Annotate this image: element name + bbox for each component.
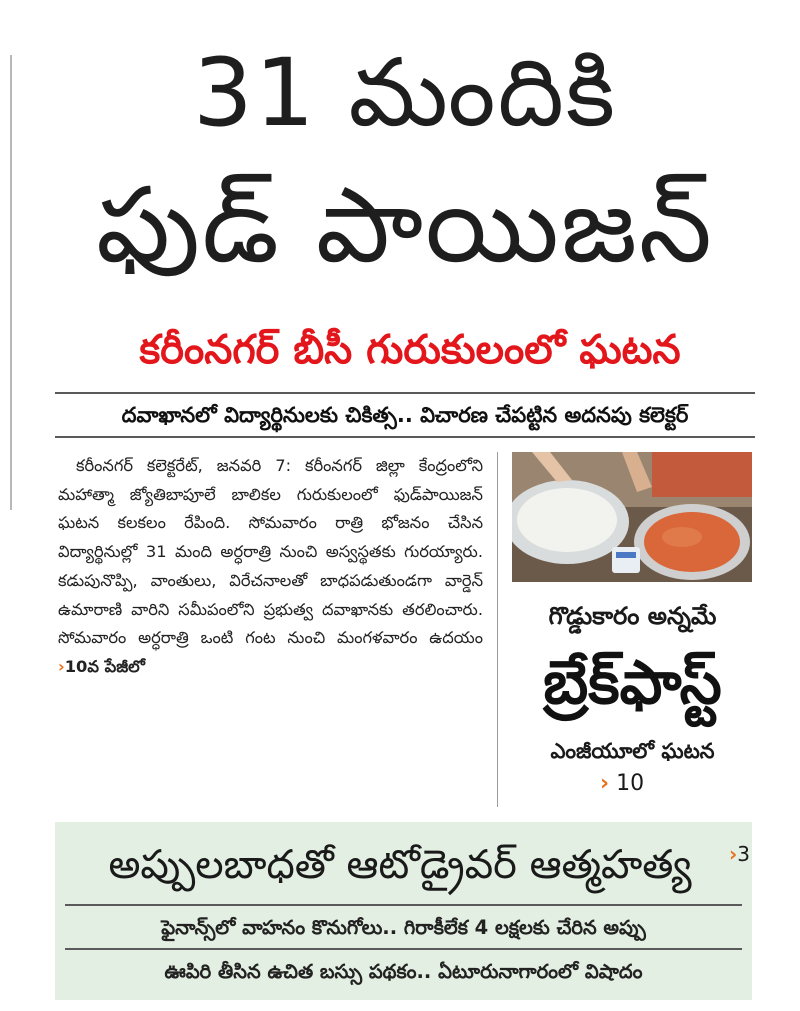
- article-body: [58, 452, 483, 682]
- sidebar-jump-arrow-icon: ›: [600, 771, 610, 796]
- box-headline: అప్పులబాధతో ఆటోడ్రైవర్ ఆత్మహత్య: [108, 842, 692, 888]
- article-jump-link[interactable]: 10వ పేజీలో: [64, 656, 145, 676]
- column-divider: [497, 452, 498, 807]
- box-subline-2: ఊపిరి తీసిన ఉచిత బస్సు పథకం.. ఏటూరునాగారంలో విషాదం: [164, 960, 643, 983]
- headline-line-2: ఫుడ్ పాయిజన్: [96, 164, 714, 286]
- jump-arrow-icon: ›: [58, 656, 65, 676]
- article-dateline: కరీంనగర్ కలెక్టరేట్, జనవరి 7:: [76, 456, 292, 475]
- box-jump-arrow-icon: ›: [729, 842, 738, 866]
- bottom-news-box: [55, 822, 752, 1000]
- left-margin-rule: [10, 55, 12, 510]
- subheadline: కరీంనగర్ బీసీ గురుకులంలో ఘటన: [139, 327, 681, 373]
- sidebar-jump[interactable]: [600, 768, 644, 800]
- deck-top-rule: [55, 392, 755, 394]
- breakfast-photo: [512, 452, 752, 582]
- article-text: కరీంనగర్ జిల్లా కేంద్రంలోని మహాత్మా జ్యోతిబాపూలే బాలికల గురుకులంలో ఫుడ్‌పాయిజన్ ఘటన కలకలం రేపింది. సోమవారం రాత్రి భోజనం చేసిన విద్యార్థినుల్లో 31 మంది అర్ధరాత్రి నుంచి అస్వస్థతకు గురయ్యారు. కడుపునొప్పి, వాంతులు, విరేచనాలతో బాధపడుతుండగా వార్డెన్ ఉమారాణి వారిని సమీపంలోని ప్రభుత్వ దవాఖానకు తరలించారు. సోమవారం అర్ధరాత్రి ఒంటి గంట నుంచి మంగళవారం ఉదయం: [58, 456, 484, 648]
- box-rule-1: [65, 904, 742, 906]
- sidebar-headline: బ్రేక్‌ఫాస్ట్: [543, 648, 722, 718]
- sidebar-jump-page: 10: [616, 771, 645, 796]
- sidebar-kicker: గొడ్డుకారం అన్నమే: [548, 602, 717, 630]
- headline-line-1: 31 మందికి: [192, 39, 618, 148]
- box-jump-page: 3: [737, 842, 750, 866]
- sidebar-deck: ఎంజీయూలో ఘటన: [550, 739, 715, 763]
- box-rule-2: [65, 948, 742, 950]
- deck: దవాఖానలో విద్యార్థినులకు చికిత్స.. విచారణ చేపట్టిన అదనపు కలెక్టర్: [121, 403, 689, 427]
- box-jump[interactable]: [729, 842, 750, 866]
- deck-bottom-rule: [55, 436, 755, 438]
- box-subline-1: ఫైనాన్స్‌లో వాహనం కొనుగోలు.. గిరాకీలేక 4 లక్షలకు చేరిన అప్పు: [161, 916, 646, 939]
